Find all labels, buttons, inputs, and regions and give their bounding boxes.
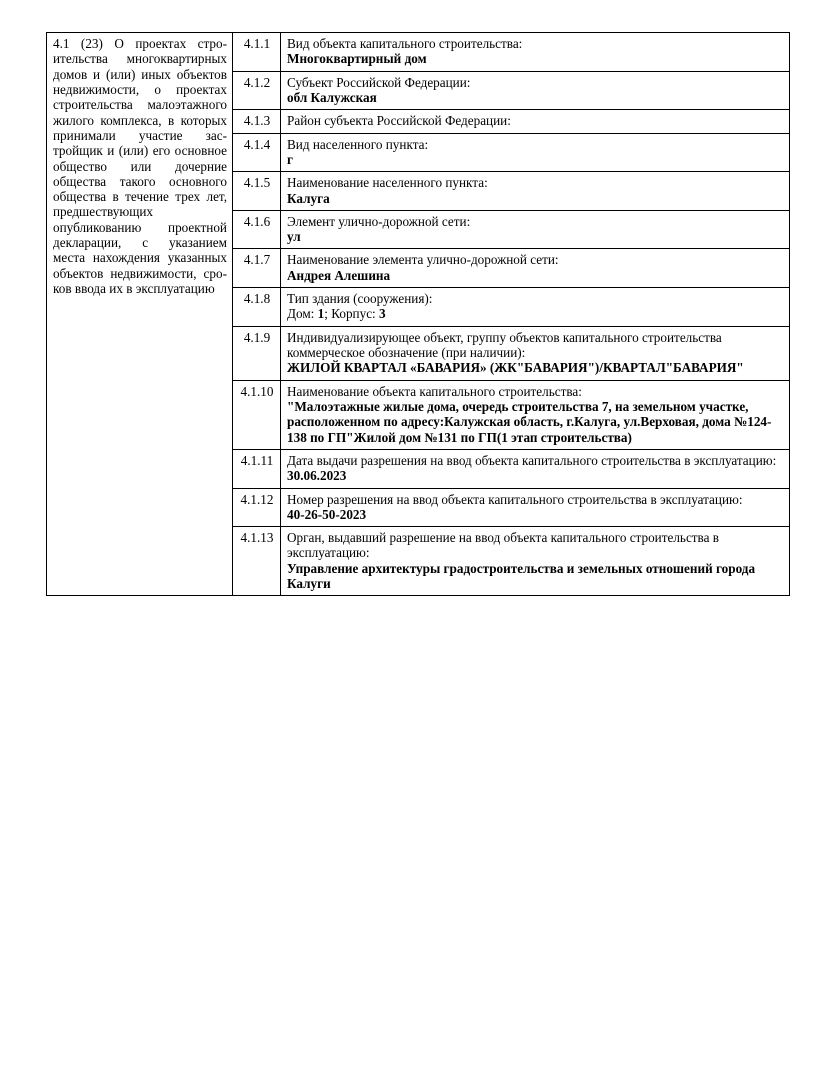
field-label: Наименование объекта капитального строительства: [287, 383, 582, 399]
field-label: Тип здания (сооружения): [287, 291, 433, 307]
row-value-cell [281, 249, 790, 288]
field-label: Номер разрешения на ввод объекта капитального строительства в эксплуатацию: [287, 491, 743, 507]
field-label: Орган, выдавший разрешение на ввод объекта капитального строительства в эксплуатацию: [287, 530, 719, 561]
row-number: 4.1.4 [233, 133, 281, 172]
field-label: Наименование элемента улично-дорожной сети: [287, 252, 559, 268]
field-label: Вид населенного пункта: [287, 136, 429, 152]
row-value-cell [281, 210, 790, 249]
row-number: 4.1.5 [233, 172, 281, 211]
row-number: 4.1.10 [233, 380, 281, 449]
field-value: Управление архитектуры градостроительства и земельных отношений города Калуги [287, 560, 756, 592]
row-number: 4.1.6 [233, 210, 281, 249]
row-number: 4.1.9 [233, 326, 281, 380]
row-number: 4.1.11 [233, 449, 281, 488]
row-number: 4.1.2 [233, 71, 281, 110]
field-label: Наименование населенного пункта: [287, 175, 488, 191]
row-number: 4.1.3 [233, 110, 281, 133]
row-value-cell [281, 488, 790, 527]
row-value-cell [281, 33, 790, 72]
field-value: "Малоэтажные жилые дома, очередь строительства 7, на земельном участке, расположенном по адресу:Калужская область, г.Калуга, ул.Верховая, дома №124-138 по ГП"Жилой дом №131 по ГП(1 этап строительства) [287, 398, 772, 445]
row-number: 4.1.7 [233, 249, 281, 288]
row-value-cell [281, 288, 790, 327]
field-label: Дата выдачи разрешения на ввод объекта капитального строительства в эксплуатацию: [287, 452, 777, 468]
row-value-cell [281, 380, 790, 449]
field-value: г [287, 151, 293, 167]
field-value: Калуга [287, 190, 330, 206]
field-value: 30.06.2023 [287, 468, 347, 484]
row-number: 4.1.13 [233, 527, 281, 596]
row-value-cell [281, 527, 790, 596]
row-value-cell [281, 110, 790, 133]
declaration-table [46, 32, 790, 596]
row-value-cell [281, 71, 790, 110]
row-value-cell [281, 133, 790, 172]
row-value-cell [281, 326, 790, 380]
field-label: Субъект Российской Федерации: [287, 74, 471, 90]
row-value-cell [281, 449, 790, 488]
row-value-cell [281, 172, 790, 211]
table-row [47, 33, 790, 72]
field-label: Вид объекта капитального строительства: [287, 36, 523, 51]
field-value: обл Калужская [287, 89, 377, 105]
field-value: Многоквартирный дом [287, 51, 427, 67]
field-label: Элемент улично-дорожной сети: [287, 213, 471, 229]
field-value: ул [287, 229, 301, 245]
section-description-cell: 4.1 (23) О проектах строительства многоквартирных домов и (или) иных объектов недвижимости, о проектах строительства малоэтажного жилого комплекса, в которых принимали участие застройщик и (или) его основное общество или дочерние общества такого основного общества в течение трех лет, предшествующих опубликованию проектной декларации, с указанием места нахождения указанных объектов недвижимости, сроков ввода их в эксплуатацию [47, 33, 233, 596]
field-label: Район субъекта Российской Федерации: [287, 113, 511, 129]
row-number: 4.1.12 [233, 488, 281, 527]
row-number: 4.1.8 [233, 288, 281, 327]
field-value: Дом: 1; Корпус: 3 [287, 306, 386, 322]
field-label: Индивидуализирующее объект, группу объектов капитального строительства коммерческое обозначение (при наличии): [287, 329, 722, 360]
field-value: Андрея Алешина [287, 267, 391, 283]
row-number: 4.1.1 [233, 33, 281, 72]
field-value: 40-26-50-2023 [287, 506, 367, 522]
field-value: ЖИЛОЙ КВАРТАЛ «БАВАРИЯ» (ЖК"БАВАРИЯ")/КВАРТАЛ"БАВАРИЯ" [287, 360, 744, 376]
